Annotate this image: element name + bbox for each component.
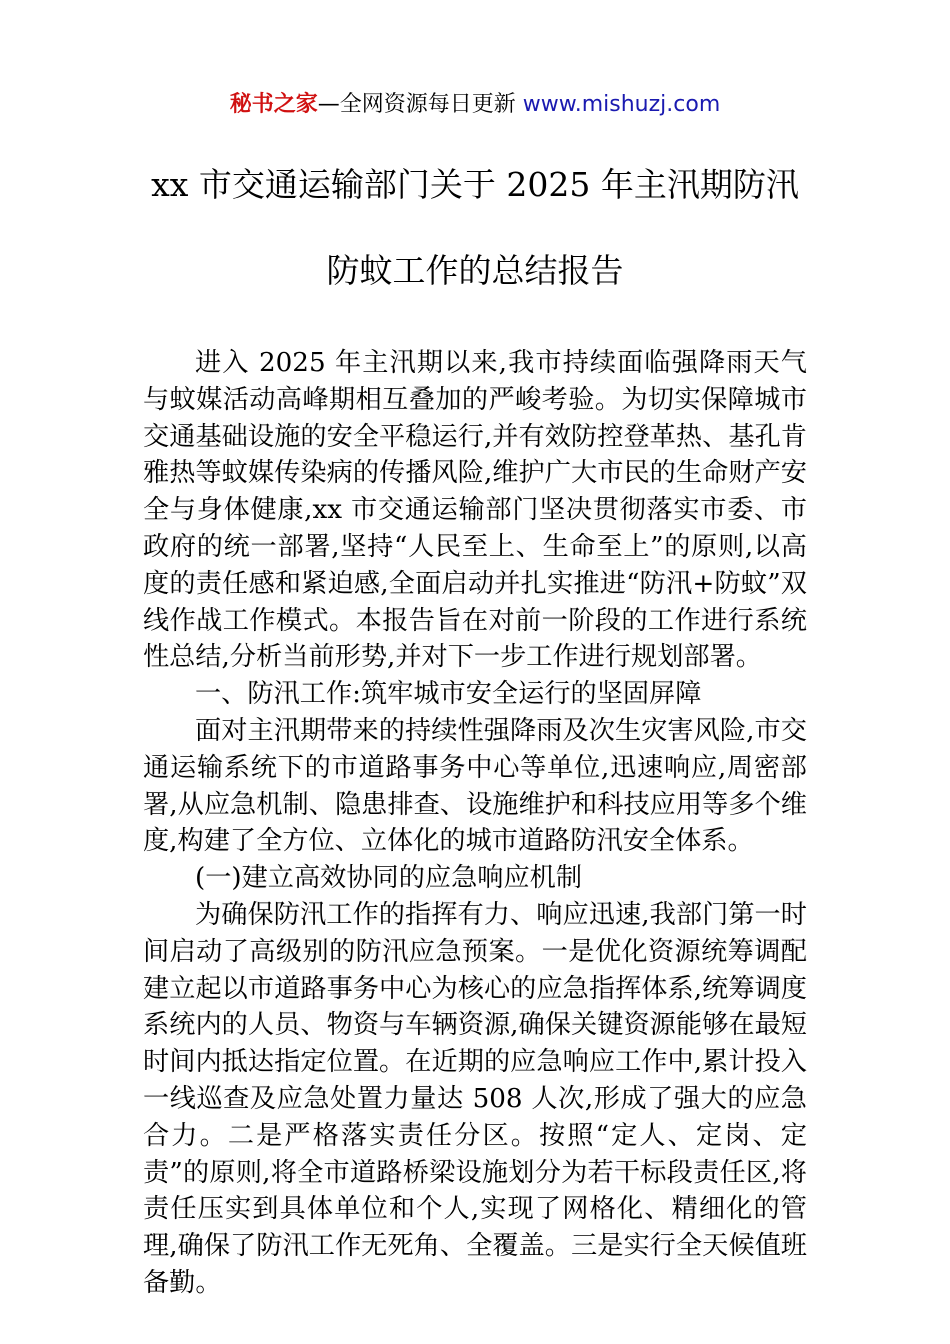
site-header <box>0 88 950 122</box>
title-line-2: 防蚊工作的总结报告 <box>326 251 624 290</box>
document-title <box>100 162 850 294</box>
section-1-heading: 一、防汛工作:筑牢城市安全运行的坚固屏障 <box>195 679 702 710</box>
site-url[interactable]: www.mishuzj.com <box>522 92 721 117</box>
document-body <box>143 345 807 1302</box>
title-line-1: xx 市交通运输部门关于 2025 年主汛期防汛 <box>151 165 799 204</box>
site-tagline: —全网资源每日更新 <box>317 92 523 117</box>
subsection-1-paragraph: 为确保防汛工作的指挥有力、响应迅速,我部门第一时间启动了高级别的防汛应急预案。一是优化资源统筹调配建立起以市道路事务中心为核心的应急指挥体系,统筹调度系统内的人员、物资与车辆资源,确保关键资源能够在最短时间内抵达指定位置。在近期的应急响应工作中,累计投入一线巡查及应急处置力量达 508 人次,形成了强大的应急合力。二是严格落实责任分区。按照“定人、定岗、定责”的原则,将全市道路桥梁设施划分为若干标段责任区,将责任压实到具体单位和个人,实现了网格化、精细化的管理,确保了防汛工作无死角、全覆盖。三是实行全天候值班备勤。 <box>143 899 807 1298</box>
subsection-1-heading: (一)建立高效协同的应急响应机制 <box>195 863 583 894</box>
site-brand: 秘书之家 <box>229 92 318 117</box>
section-1-paragraph: 面对主汛期带来的持续性强降雨及次生灾害风险,市交通运输系统下的市道路事务中心等单位,迅速响应,周密部署,从应急机制、隐患排查、设施维护和科技应用等多个维度,构建了全方位、立体化的城市道路防汛安全体系。 <box>143 715 807 857</box>
intro-paragraph: 进入 2025 年主汛期以来,我市持续面临强降雨天气与蚊媒活动高峰期相互叠加的严峻考验。为切实保障城市交通基础设施的安全平稳运行,并有效防控登革热、基孔肯雅热等蚊媒传染病的传播风险,维护广大市民的生命财产安全与身体健康,xx 市交通运输部门坚决贯彻落实市委、市政府的统一部署,坚持“人民至上、生命至上”的原则,以高度的责任感和紧迫感,全面启动并扎实推进“防汛+防蚊”双线作战工作模式。本报告旨在对前一阶段的工作进行系统性总结,分析当前形势,并对下一步工作进行规划部署。 <box>143 348 807 673</box>
